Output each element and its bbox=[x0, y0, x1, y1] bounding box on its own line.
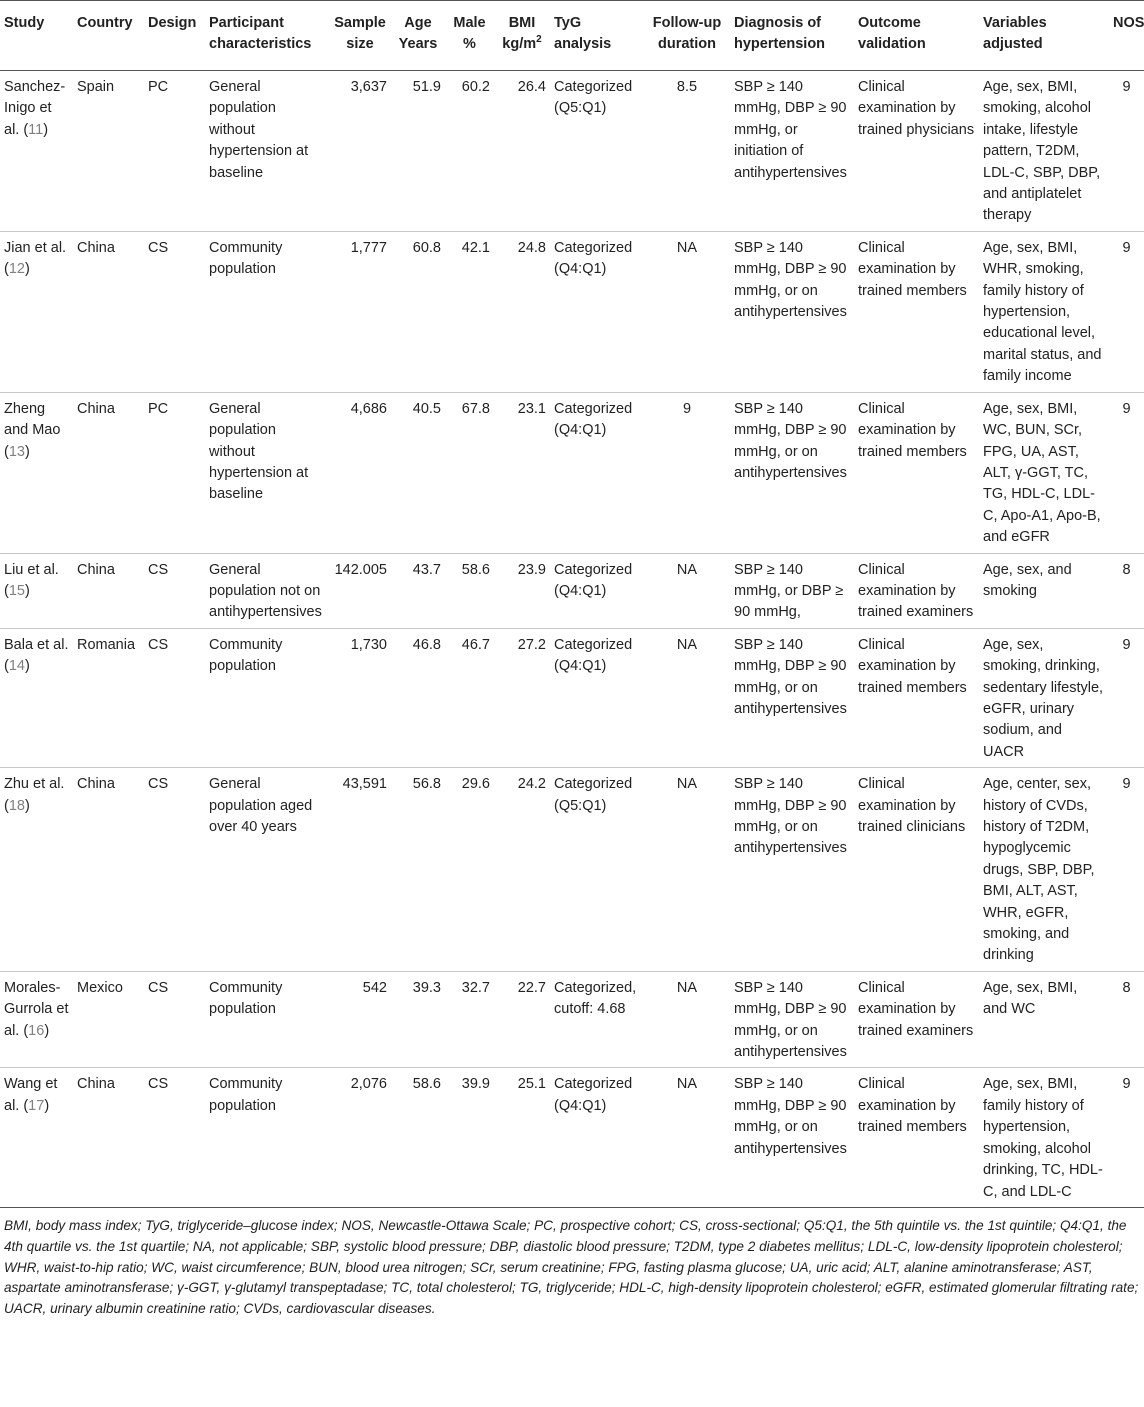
cell-nos: 9 bbox=[1109, 628, 1144, 767]
header-row bbox=[0, 1, 1144, 71]
cell-male: 58.6 bbox=[445, 553, 494, 628]
cell-variables: Age, sex, BMI, and WC bbox=[979, 971, 1109, 1068]
cell-participants: General population without hypertension at baseline bbox=[205, 392, 329, 553]
cell-study: Zheng and Mao (13) bbox=[0, 392, 73, 553]
citation-link[interactable]: 13 bbox=[8, 443, 25, 460]
header-nos: NOS bbox=[1109, 1, 1144, 71]
cell-design: CS bbox=[144, 231, 205, 392]
cell-age: 56.8 bbox=[391, 768, 445, 972]
cell-bmi: 27.2 bbox=[494, 628, 550, 767]
cell-variables: Age, center, sex, history of CVDs, history of T2DM, hypoglycemic drugs, SBP, DBP, BMI, ALT, AST, WHR, eGFR, smoking, and drinking bbox=[979, 768, 1109, 972]
cell-variables: Age, sex, smoking, drinking, sedentary lifestyle, eGFR, urinary sodium, and UACR bbox=[979, 628, 1109, 767]
cell-design: CS bbox=[144, 553, 205, 628]
cell-study: Morales-Gurrola et al. (16) bbox=[0, 971, 73, 1068]
cell-outcome: Clinical examination by trained members bbox=[854, 392, 979, 553]
cell-design: CS bbox=[144, 1068, 205, 1207]
cell-study: Zhu et al. (18) bbox=[0, 768, 73, 972]
cell-diagnosis: SBP ≥ 140 mmHg, DBP ≥ 90 mmHg, or on antihypertensives bbox=[730, 231, 854, 392]
cell-outcome: Clinical examination by trained examiners bbox=[854, 971, 979, 1068]
header-study: Study bbox=[0, 1, 73, 71]
cell-diagnosis: SBP ≥ 140 mmHg, DBP ≥ 90 mmHg, or initiation of antihypertensives bbox=[730, 71, 854, 232]
cell-bmi: 26.4 bbox=[494, 71, 550, 232]
header-male: Male % bbox=[445, 1, 494, 71]
cell-design: CS bbox=[144, 768, 205, 972]
cell-follow-up: NA bbox=[644, 553, 730, 628]
table-header bbox=[0, 1, 1144, 71]
cell-male: 32.7 bbox=[445, 971, 494, 1068]
cell-outcome: Clinical examination by trained members bbox=[854, 231, 979, 392]
cell-bmi: 25.1 bbox=[494, 1068, 550, 1207]
table-row bbox=[0, 392, 1144, 553]
cell-sample-size: 1,730 bbox=[329, 628, 391, 767]
cell-bmi: 23.9 bbox=[494, 553, 550, 628]
cell-diagnosis: SBP ≥ 140 mmHg, DBP ≥ 90 mmHg, or on antihypertensives bbox=[730, 628, 854, 767]
cell-country: Spain bbox=[73, 71, 144, 232]
cell-country: China bbox=[73, 553, 144, 628]
cell-tyg-analysis: Categorized (Q5:Q1) bbox=[550, 768, 644, 972]
cell-variables: Age, sex, BMI, family history of hypertension, smoking, alcohol drinking, TC, HDL-C, and LDL-C bbox=[979, 1068, 1109, 1207]
cell-nos: 9 bbox=[1109, 71, 1144, 232]
cell-nos: 9 bbox=[1109, 231, 1144, 392]
cell-participants: Community population bbox=[205, 628, 329, 767]
header-sample-size: Sample size bbox=[329, 1, 391, 71]
header-follow-up: Follow-up duration bbox=[644, 1, 730, 71]
cell-follow-up: 8.5 bbox=[644, 71, 730, 232]
table-body bbox=[0, 71, 1144, 1208]
cell-follow-up: 9 bbox=[644, 392, 730, 553]
cell-male: 42.1 bbox=[445, 231, 494, 392]
cell-outcome: Clinical examination by trained physicians bbox=[854, 71, 979, 232]
cell-diagnosis: SBP ≥ 140 mmHg, DBP ≥ 90 mmHg, or on antihypertensives bbox=[730, 971, 854, 1068]
cell-diagnosis: SBP ≥ 140 mmHg, DBP ≥ 90 mmHg, or on antihypertensives bbox=[730, 1068, 854, 1207]
table-row bbox=[0, 628, 1144, 767]
citation-link[interactable]: 12 bbox=[8, 261, 25, 278]
cell-sample-size: 4,686 bbox=[329, 392, 391, 553]
cell-design: PC bbox=[144, 71, 205, 232]
cell-nos: 8 bbox=[1109, 971, 1144, 1068]
table-row bbox=[0, 971, 1144, 1068]
cell-sample-size: 2,076 bbox=[329, 1068, 391, 1207]
citation-link[interactable]: 18 bbox=[8, 797, 25, 814]
cell-outcome: Clinical examination by trained members bbox=[854, 1068, 979, 1207]
cell-male: 39.9 bbox=[445, 1068, 494, 1207]
header-tyg-analysis: TyG analysis bbox=[550, 1, 644, 71]
header-age: Age Years bbox=[391, 1, 445, 71]
cell-participants: Community population bbox=[205, 971, 329, 1068]
cell-design: CS bbox=[144, 971, 205, 1068]
cell-bmi: 23.1 bbox=[494, 392, 550, 553]
cell-study: Jian et al. (12) bbox=[0, 231, 73, 392]
cell-age: 43.7 bbox=[391, 553, 445, 628]
cell-tyg-analysis: Categorized, cutoff: 4.68 bbox=[550, 971, 644, 1068]
citation-link[interactable]: 17 bbox=[28, 1097, 45, 1114]
cell-bmi: 24.2 bbox=[494, 768, 550, 972]
header-participants: Participant characteristics bbox=[205, 1, 329, 71]
cell-male: 29.6 bbox=[445, 768, 494, 972]
cell-age: 60.8 bbox=[391, 231, 445, 392]
citation-link[interactable]: 11 bbox=[28, 121, 44, 138]
cell-age: 46.8 bbox=[391, 628, 445, 767]
table-row bbox=[0, 768, 1144, 972]
header-design: Design bbox=[144, 1, 205, 71]
cell-participants: General population not on antihypertensives bbox=[205, 553, 329, 628]
cell-follow-up: NA bbox=[644, 1068, 730, 1207]
citation-link[interactable]: 15 bbox=[8, 582, 25, 599]
cell-country: China bbox=[73, 231, 144, 392]
cell-variables: Age, sex, BMI, WHR, smoking, family history of hypertension, educational level, marital status, and family income bbox=[979, 231, 1109, 392]
cell-country: China bbox=[73, 392, 144, 553]
cell-variables: Age, sex, and smoking bbox=[979, 553, 1109, 628]
cell-age: 40.5 bbox=[391, 392, 445, 553]
cell-tyg-analysis: Categorized (Q4:Q1) bbox=[550, 231, 644, 392]
cell-bmi: 24.8 bbox=[494, 231, 550, 392]
cell-age: 39.3 bbox=[391, 971, 445, 1068]
cell-follow-up: NA bbox=[644, 628, 730, 767]
cell-outcome: Clinical examination by trained members bbox=[854, 628, 979, 767]
table-row bbox=[0, 553, 1144, 628]
cell-tyg-analysis: Categorized (Q4:Q1) bbox=[550, 392, 644, 553]
cell-diagnosis: SBP ≥ 140 mmHg, DBP ≥ 90 mmHg, or on antihypertensives bbox=[730, 768, 854, 972]
cell-participants: General population aged over 40 years bbox=[205, 768, 329, 972]
cell-country: China bbox=[73, 1068, 144, 1207]
header-outcome: Outcome validation bbox=[854, 1, 979, 71]
citation-link[interactable]: 14 bbox=[8, 658, 25, 675]
cell-male: 46.7 bbox=[445, 628, 494, 767]
cell-variables: Age, sex, BMI, WC, BUN, SCr, FPG, UA, AST, ALT, γ-GGT, TC, TG, HDL-C, LDL-C, Apo-A1, Apo-B, and eGFR bbox=[979, 392, 1109, 553]
cell-variables: Age, sex, BMI, smoking, alcohol intake, lifestyle pattern, T2DM, LDL-C, SBP, DBP, and antiplatelet therapy bbox=[979, 71, 1109, 232]
cell-nos: 9 bbox=[1109, 768, 1144, 972]
cell-follow-up: NA bbox=[644, 231, 730, 392]
cell-bmi: 22.7 bbox=[494, 971, 550, 1068]
cell-male: 60.2 bbox=[445, 71, 494, 232]
header-diagnosis: Diagnosis of hypertension bbox=[730, 1, 854, 71]
cell-sample-size: 542 bbox=[329, 971, 391, 1068]
cell-tyg-analysis: Categorized (Q4:Q1) bbox=[550, 553, 644, 628]
cell-tyg-analysis: Categorized (Q4:Q1) bbox=[550, 1068, 644, 1207]
table-row bbox=[0, 231, 1144, 392]
cell-sample-size: 1,777 bbox=[329, 231, 391, 392]
cell-country: Romania bbox=[73, 628, 144, 767]
cell-participants: General population without hypertension at baseline bbox=[205, 71, 329, 232]
cell-outcome: Clinical examination by trained clinicians bbox=[854, 768, 979, 972]
cell-sample-size: 3,637 bbox=[329, 71, 391, 232]
table-row bbox=[0, 1068, 1144, 1207]
header-country: Country bbox=[73, 1, 144, 71]
cell-study: Wang et al. (17) bbox=[0, 1068, 73, 1207]
cell-age: 51.9 bbox=[391, 71, 445, 232]
table-footnote: BMI, body mass index; TyG, triglyceride–glucose index; NOS, Newcastle-Ottawa Scale; PC, prospective cohort; CS, cross-sectional; Q5:Q1, the 5th quintile vs. the 1st quintile; Q4:Q1, the 4th quartile vs. the 1st quartile; NA, not applicable; SBP, systolic blood pressure; DBP, diastolic blood pressure; T2DM, type 2 diabetes mellitus; LDL-C, low-density lipoprotein cholesterol; WHR, waist-to-hip ratio; WC, waist circumference; BUN, blood urea nitrogen; SCr, serum creatinine; FPG, fasting plasma glucose; UA, uric acid; ALT, alanine aminotransferase; AST, aspartate aminotransferase; γ-GGT, γ-glutamyl transpeptadase; TC, total cholesterol; TG, triglyceride; HDL-C, high-density lipoprotein cholesterol; eGFR, estimated glomerular filtrating rate; UACR, urinary albumin creatinine ratio; CVDs, cardiovascular diseases. bbox=[4, 1217, 1139, 1317]
cell-sample-size: 43,591 bbox=[329, 768, 391, 972]
cell-tyg-analysis: Categorized (Q4:Q1) bbox=[550, 628, 644, 767]
cell-study: Sanchez-Inigo et al. (11) bbox=[0, 71, 73, 232]
cell-diagnosis: SBP ≥ 140 mmHg, DBP ≥ 90 mmHg, or on antihypertensives bbox=[730, 392, 854, 553]
citation-link[interactable]: 16 bbox=[28, 1022, 45, 1039]
cell-sample-size: 142.005 bbox=[329, 553, 391, 628]
cell-follow-up: NA bbox=[644, 971, 730, 1068]
header-bmi: BMI $kg/m^2$ bbox=[494, 1, 550, 71]
cell-nos: 8 bbox=[1109, 553, 1144, 628]
cell-outcome: Clinical examination by trained examiners bbox=[854, 553, 979, 628]
cell-study: Liu et al. (15) bbox=[0, 553, 73, 628]
cell-design: CS bbox=[144, 628, 205, 767]
cell-country: Mexico bbox=[73, 971, 144, 1068]
header-variables: Variables adjusted bbox=[979, 1, 1109, 71]
cell-nos: 9 bbox=[1109, 1068, 1144, 1207]
cell-age: 58.6 bbox=[391, 1068, 445, 1207]
cell-diagnosis: SBP ≥ 140 mmHg, or DBP ≥ 90 mmHg, bbox=[730, 553, 854, 628]
cell-country: China bbox=[73, 768, 144, 972]
cell-male: 67.8 bbox=[445, 392, 494, 553]
cell-study: Bala et al. (14) bbox=[0, 628, 73, 767]
cell-follow-up: NA bbox=[644, 768, 730, 972]
cell-tyg-analysis: Categorized (Q5:Q1) bbox=[550, 71, 644, 232]
cell-design: PC bbox=[144, 392, 205, 553]
cell-nos: 9 bbox=[1109, 392, 1144, 553]
cell-participants: Community population bbox=[205, 231, 329, 392]
cell-participants: Community population bbox=[205, 1068, 329, 1207]
table-row bbox=[0, 71, 1144, 232]
